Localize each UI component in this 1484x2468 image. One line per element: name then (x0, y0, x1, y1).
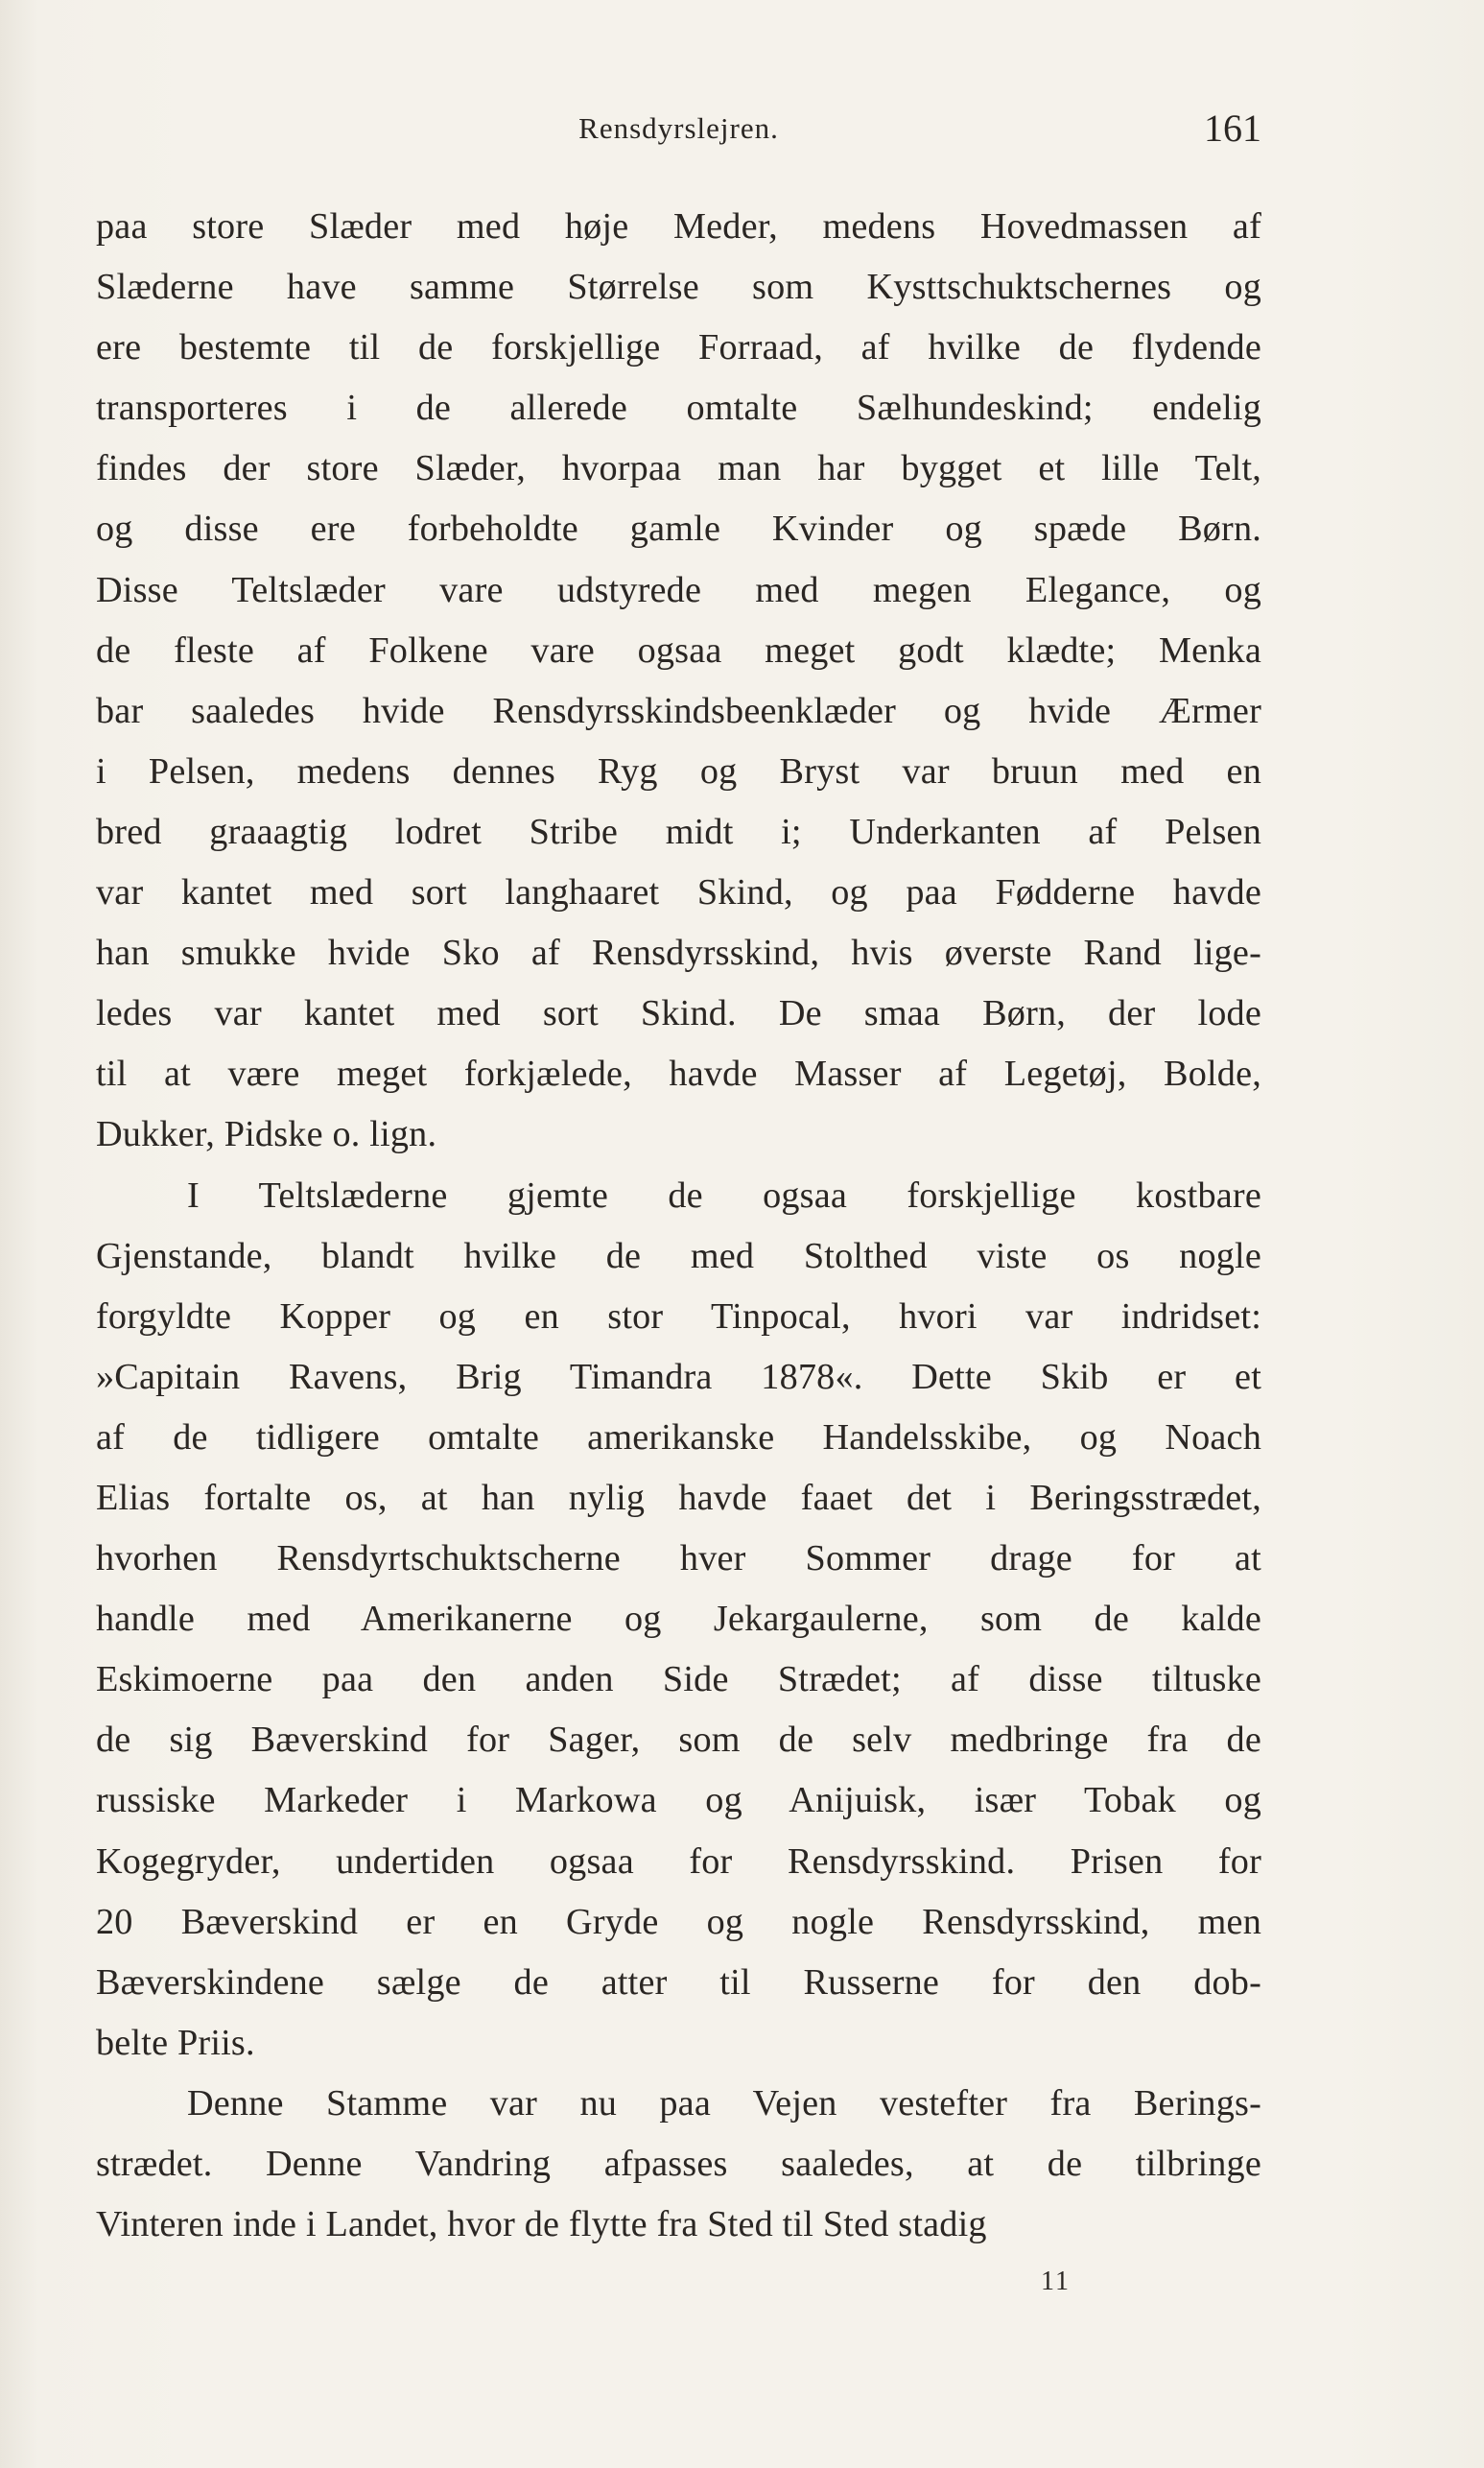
text-line: forgyldte Kopper og en stor Tinpocal, hvori var indridset: (96, 1295, 1261, 1337)
text-line: af de tidligere omtalte amerikanske Handelsskibe, og Noach (96, 1416, 1261, 1458)
text-line: Disse Teltslæder vare udstyrede med megen Elegance, og (96, 569, 1261, 610)
text-line: Kogegryder, undertiden ogsaa for Rensdyrsskind. Prisen for (96, 1840, 1261, 1882)
text-line: ledes var kantet med sort Skind. De smaa Børn, der lode (96, 993, 1261, 1034)
text-line: 20 Bæverskind er en Gryde og nogle Rensdyrsskind, men (96, 1901, 1261, 1942)
text-line: Elias fortalte os, at han nylig havde faaet det i Beringsstrædet, (96, 1477, 1261, 1518)
text-line: bred graaagtig lodret Stribe midt i; Underkanten af Pelsen (96, 811, 1261, 852)
text-line: I Teltslæderne gjemte de ogsaa forskjellige kostbare (187, 1175, 1261, 1216)
text-line: belte Priis. (96, 2022, 255, 2063)
text-line: Denne Stamme var nu paa Vejen vestefter fra Berings- (187, 2082, 1261, 2124)
text-line: findes der store Slæder, hvorpaa man har bygget et lille Telt, (96, 448, 1261, 489)
text-line: strædet. Denne Vandring afpasses saaledes, at de tilbringe (96, 2144, 1261, 2184)
page-number: 161 (1204, 107, 1261, 150)
text-line: til at være meget forkjælede, havde Masser af Legetøj, Bolde, (96, 1054, 1261, 1095)
text-line: Bæverskindene sælge de atter til Russerne for den dob- (96, 1961, 1261, 2003)
text-line: russiske Markeder i Markowa og Anijuisk, især Tobak og (96, 1780, 1261, 1821)
text-line: handle med Amerikanerne og Jekargaulerne, som de kalde (96, 1599, 1261, 1640)
text-line: i Pelsen, medens dennes Ryg og Bryst var bruun med en (96, 750, 1261, 792)
text-line: Dukker, Pidske o. lign. (96, 1114, 437, 1155)
paragraph (96, 2074, 1261, 2255)
text-line: bar saaledes hvide Rensdyrsskindsbeenklæder og hvide Ærmer (96, 690, 1261, 731)
text-line: de fleste af Folkene vare ogsaa meget godt klædte; Menka (96, 629, 1261, 671)
text-line: transporteres i de allerede omtalte Sælhundeskind; endelig (96, 388, 1261, 429)
paragraph (96, 1166, 1261, 2074)
page-header (96, 106, 1261, 154)
text-line: hvorhen Rensdyrtschuktscherne hver Sommer drage for at (96, 1538, 1261, 1579)
text-line: Slæderne have samme Størrelse som Kysttschuktschernes og (96, 267, 1261, 308)
text-line: Vinteren inde i Landet, hvor de flytte fra Sted til Sted stadig (96, 2204, 987, 2245)
text-line: de sig Bæverskind for Sager, som de selv medbringe fra de (96, 1720, 1261, 1761)
text-line: ere bestemte til de forskjellige Forraad, af hvilke de flydende (96, 327, 1261, 368)
paragraph (96, 197, 1261, 1166)
signature-mark: 11 (1041, 2266, 1071, 2296)
text-line: Gjenstande, blandt hvilke de med Stolthed viste os nogle (96, 1235, 1261, 1276)
text-line: og disse ere forbeholdte gamle Kvinder og spæde Børn. (96, 509, 1261, 550)
text-line: paa store Slæder med høje Meder, medens Hovedmassen af (96, 206, 1261, 247)
text-line: »Capitain Ravens, Brig Timandra 1878«. Dette Skib er et (96, 1356, 1261, 1397)
running-title: Rensdyrslejren. (578, 111, 779, 145)
body-text (96, 197, 1261, 2255)
text-line: var kantet med sort langhaaret Skind, og paa Fødderne havde (96, 872, 1261, 914)
text-line: Eskimoerne paa den anden Side Strædet; af disse tiltuske (96, 1659, 1261, 1700)
text-line: han smukke hvide Sko af Rensdyrsskind, hvis øverste Rand lige- (96, 933, 1261, 974)
